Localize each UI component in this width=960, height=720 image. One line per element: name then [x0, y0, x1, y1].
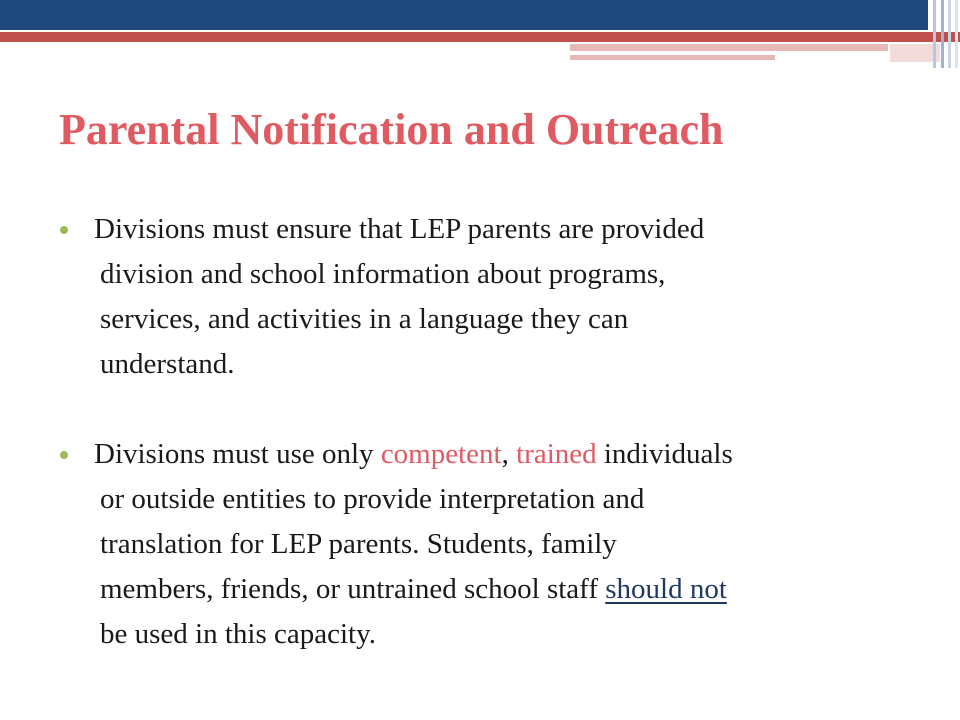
underlined-should-not: should not — [605, 573, 727, 605]
header-band-red — [0, 32, 960, 42]
text-run: members, friends, or untrained school staff — [100, 573, 606, 605]
text-run: Divisions must use only — [94, 438, 381, 470]
bullet-dot-icon — [60, 451, 68, 459]
header-stripe — [948, 0, 951, 68]
text-run: , — [501, 438, 517, 470]
header-stripe — [955, 0, 958, 68]
bullet-line: division and school information about programs, — [100, 258, 666, 290]
text-run: individuals — [596, 438, 733, 470]
bullet-line: or outside entities to provide interpretation and — [100, 483, 645, 515]
header-stripe — [933, 0, 936, 68]
header-band-accent-low — [570, 55, 775, 60]
highlight-competent: competent — [380, 438, 502, 470]
header-band-blue — [0, 0, 928, 30]
bullet-line: services, and activities in a language they can — [100, 303, 629, 335]
bullet-line: Divisions must ensure that LEP parents are provided — [94, 213, 705, 245]
bullet-item — [60, 207, 920, 387]
bullet-dot-icon — [60, 226, 68, 234]
highlight-trained: trained — [516, 438, 597, 470]
bullet-line: be used in this capacity. — [100, 618, 376, 650]
header-band-accent — [570, 44, 888, 51]
bullet-line — [60, 432, 920, 477]
bullet-line: understand. — [100, 348, 235, 380]
header-stripe — [941, 0, 944, 68]
bullet-item — [60, 432, 920, 657]
slide-title: Parental Notification and Outreach — [59, 105, 724, 154]
bullet-line: translation for LEP parents. Students, family — [100, 528, 617, 560]
bullet-line — [60, 567, 920, 612]
